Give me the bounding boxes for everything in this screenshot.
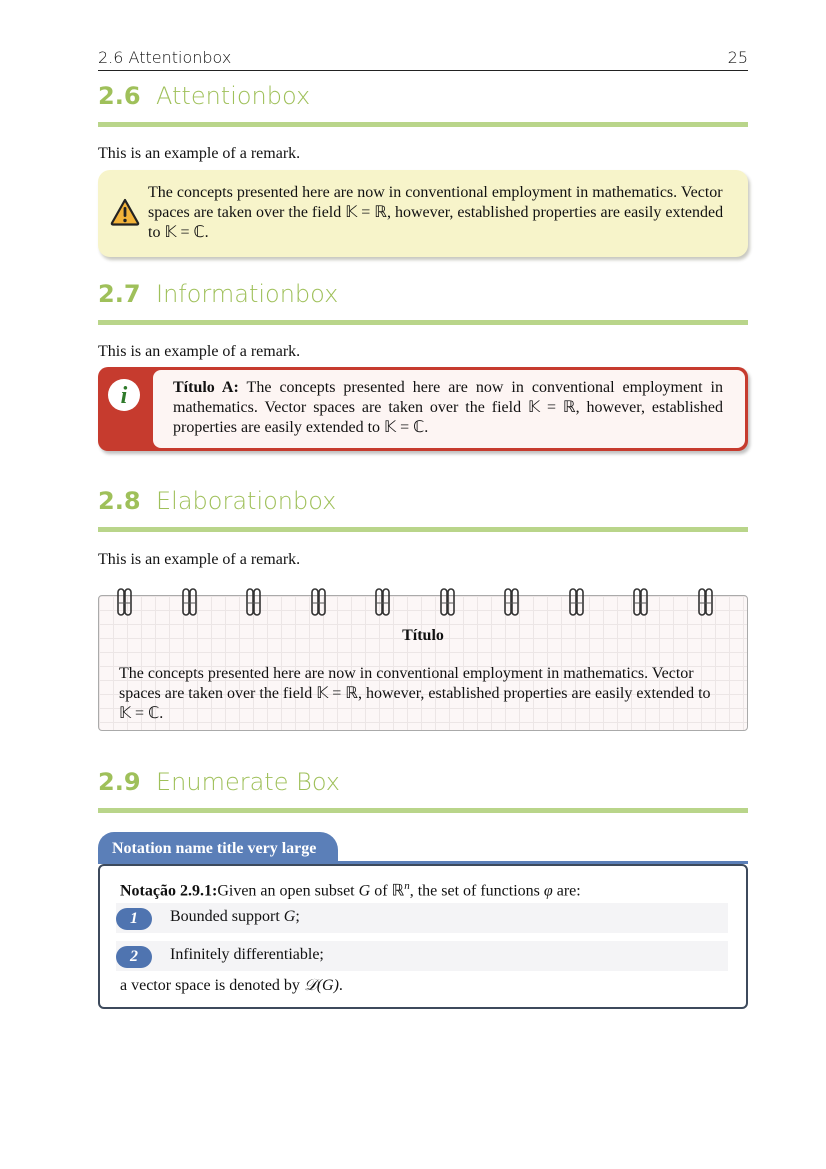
attention-text bbox=[148, 183, 733, 243]
elaboration-line: 𝕂 = ℂ. bbox=[119, 705, 164, 722]
information-box bbox=[98, 367, 748, 451]
enumerate-box-title: Notation name title very large bbox=[98, 832, 338, 864]
warning-icon bbox=[110, 198, 140, 231]
elaboration-text bbox=[119, 664, 727, 724]
lead-var: G bbox=[358, 882, 371, 900]
item-var: G bbox=[283, 908, 296, 925]
enum-item-number: 1 bbox=[116, 908, 152, 930]
enum-item bbox=[116, 941, 728, 971]
remark-text: This is an example of a remark. bbox=[98, 343, 301, 360]
item-text: Infinitely differentiable; bbox=[170, 946, 324, 963]
section-number: 2.7 bbox=[98, 280, 141, 308]
section-title: Informationbox bbox=[156, 280, 339, 308]
spiral-ring-icon bbox=[569, 587, 585, 622]
section-heading-informationbox bbox=[98, 280, 748, 325]
spiral-ring-icon bbox=[117, 587, 133, 622]
svg-text:i: i bbox=[120, 383, 128, 409]
closing-text: a vector space is denoted by bbox=[120, 977, 304, 994]
spiral-ring-icon bbox=[246, 587, 262, 622]
section-title: Elaborationbox bbox=[156, 487, 337, 515]
section-number: 2.9 bbox=[98, 768, 141, 796]
elaboration-line: The concepts presented here are now in conventional employment in mathematics. Vector bbox=[119, 665, 694, 682]
notation-closing bbox=[120, 976, 343, 996]
section-heading-attentionbox bbox=[98, 82, 748, 127]
lead-sup: n bbox=[404, 880, 410, 892]
information-label: Título A: bbox=[173, 379, 239, 396]
elaboration-line: spaces are taken over the field 𝕂 = ℝ, however, established properties are easily extended to bbox=[119, 685, 711, 702]
spiral-ring-icon bbox=[698, 587, 714, 622]
spiral-ring-icon bbox=[375, 587, 391, 622]
enum-item-number: 2 bbox=[116, 946, 152, 968]
attention-line: to 𝕂 = ℂ. bbox=[148, 224, 209, 241]
notation-label: Notação 2.9.1: bbox=[120, 882, 218, 900]
spiral-ring-icon bbox=[440, 587, 456, 622]
attention-line: The concepts presented here are now in conventional employment in mathematics. Vector bbox=[148, 184, 723, 201]
enum-item-text bbox=[170, 907, 300, 927]
spiral-ring-icon bbox=[182, 587, 198, 622]
section-heading-enumeratebox bbox=[98, 768, 748, 813]
attention-line: spaces are taken over the field 𝕂 = ℝ, however, established properties are easily extended bbox=[148, 204, 724, 221]
item-text: Bounded support bbox=[170, 908, 284, 925]
page-number: 25 bbox=[727, 48, 748, 67]
closing-math: 𝒟(G) bbox=[303, 977, 339, 994]
spiral-ring-icon bbox=[633, 587, 649, 622]
lead-text: , the set of functions bbox=[409, 882, 544, 900]
lead-text: are: bbox=[552, 882, 581, 900]
information-text bbox=[173, 378, 723, 438]
information-content bbox=[153, 370, 745, 448]
enumerate-box bbox=[98, 864, 748, 1009]
running-header bbox=[98, 46, 748, 71]
notation-lead bbox=[120, 876, 581, 901]
lead-text: of ℝ bbox=[370, 882, 405, 900]
section-title: Enumerate Box bbox=[156, 768, 340, 796]
attention-box bbox=[98, 170, 748, 257]
enum-item-text bbox=[170, 945, 324, 965]
spiral-ring-icon bbox=[504, 587, 520, 622]
spiral-ring-icon bbox=[311, 587, 327, 622]
remark-text: This is an example of a remark. bbox=[98, 551, 301, 568]
section-number: 2.6 bbox=[98, 82, 141, 110]
information-body: The concepts presented here are now in conventional employment in mathematics. Vector spaces are taken over the field 𝕂 = ℝ, however, established properties are easily extended to 𝕂 = ℂ. bbox=[173, 379, 723, 436]
remark-text: This is an example of a remark. bbox=[98, 145, 301, 162]
section-number: 2.8 bbox=[98, 487, 141, 515]
header-section: 2.6 Attentionbox bbox=[98, 48, 232, 67]
item-text: ; bbox=[295, 908, 300, 925]
section-heading-elaborationbox bbox=[98, 487, 748, 532]
lead-var: φ bbox=[543, 882, 553, 900]
enum-item bbox=[116, 903, 728, 933]
elaboration-title: Título bbox=[402, 627, 444, 644]
closing-text: . bbox=[338, 977, 343, 994]
info-icon bbox=[107, 378, 141, 417]
lead-text: Given an open subset bbox=[217, 882, 359, 900]
section-title: Attentionbox bbox=[156, 82, 311, 110]
